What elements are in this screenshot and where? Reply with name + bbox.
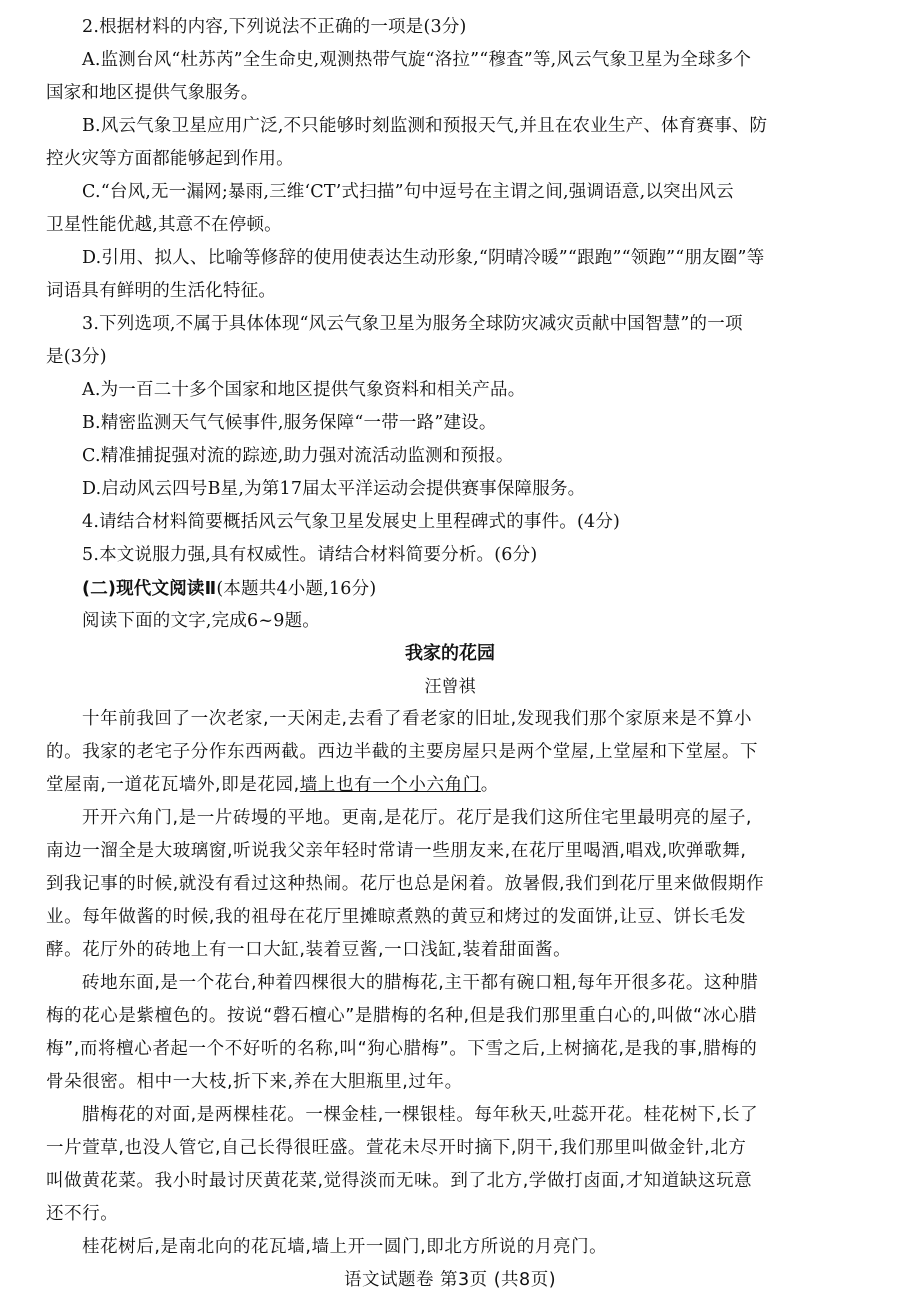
essay-p2-line5: 酵。花厅外的砖地上有一口大缸,装着豆酱,一口浅缸,装着甜面酱。	[46, 940, 572, 960]
essay-p3-line3: 梅”,而将檀心者起一个不好听的名称,叫“狗心腊梅”。下雪之后,上树摘花,是我的事,腊梅的	[46, 1039, 758, 1059]
essay-title: 我家的花园	[405, 643, 495, 664]
q2-option-d-line1: D.引用、拟人、比喻等修辞的使用使表达生动形象,“阴晴冷暖”“跟跑”“领跑”“朋友圈”等	[82, 248, 765, 268]
essay-p1-line3-end: 。	[480, 775, 499, 795]
essay-p4-line4: 还不行。	[46, 1204, 119, 1224]
essay-p3-line4: 骨朵很密。相中一大枝,折下来,养在大胆瓶里,过年。	[46, 1072, 463, 1092]
underlined-phrase: 墙上也有一个小六角门	[299, 775, 481, 795]
essay-p3-line1: 砖地东面,是一个花台,种着四棵很大的腊梅花,主干都有碗口粗,每年开很多花。这种腊	[82, 973, 759, 993]
q2-option-b-line1: B.风云气象卫星应用广泛,不只能够时刻监测和预报天气,并且在农业生产、体育赛事、防	[82, 116, 768, 136]
section2-heading	[82, 572, 376, 605]
essay-p3-line2: 梅的花心是紫檀色的。按说“磬石檀心”是腊梅的名种,但是我们那里重白心的,叫做“冰心腊	[46, 1006, 758, 1026]
section2-title: (二)现代文阅读Ⅱ	[82, 579, 217, 599]
q3-option-a: A.为一百二十多个国家和地区提供气象资料和相关产品。	[82, 380, 526, 400]
essay-p1-line3	[46, 770, 499, 802]
page-footer: 语文试题卷 第3页 (共8页)	[343, 1270, 557, 1290]
section2-instruction: 阅读下面的文字,完成6~9题。	[82, 611, 320, 631]
q2-option-c-line1: C.“台风,无一漏网;暴雨,三维‘CT’式扫描”句中逗号在主谓之间,强调语意,以突出风云	[82, 182, 734, 202]
essay-author: 汪曾祺	[424, 677, 476, 697]
q3-stem-line1: 3.下列选项,不属于具体体现“风云气象卫星为服务全球防灾减灾贡献中国智慧”的一项	[82, 314, 743, 334]
essay-p2-line4: 业。每年做酱的时候,我的祖母在花厅里摊晾煮熟的黄豆和烤过的发面饼,让豆、饼长毛发	[46, 907, 747, 927]
q3-option-d: D.启动风云四号B星,为第17届太平洋运动会提供赛事保障服务。	[82, 479, 586, 499]
q2-option-c-line2: 卫星性能优越,其意不在停顿。	[46, 215, 282, 235]
q2-option-a-line1: A.监测台风“杜苏芮”全生命史,观测热带气旋“洛拉”“穆査”等,风云气象卫星为全球多个	[82, 50, 752, 70]
q3-option-b: B.精密监测天气气候事件,服务保障“一带一路”建设。	[82, 413, 497, 433]
q2-stem: 2.根据材料的内容,下列说法不正确的一项是(3分)	[82, 17, 467, 37]
q2-option-a-line2: 国家和地区提供气象服务。	[46, 83, 259, 103]
q3-stem-line2: 是(3分)	[46, 347, 107, 367]
essay-p4-line3: 叫做黄花菜。我小时最讨厌黄花菜,觉得淡而无味。到了北方,学做打卤面,才知道缺这玩意	[46, 1171, 753, 1191]
q3-option-c: C.精准捕捉强对流的踪迹,助力强对流活动监测和预报。	[82, 446, 514, 466]
q2-option-b-line2: 控火灾等方面都能够起到作用。	[46, 149, 294, 169]
q5-text: 5.本文说服力强,具有权威性。请结合材料简要分析。(6分)	[82, 545, 538, 565]
essay-p2-line3: 到我记事的时候,就没有看过这种热闹。花厅也总是闲着。放暑假,我们到花厅里来做假期作	[46, 874, 765, 894]
essay-p1-line2: 的。我家的老宅子分作东西两截。西边半截的主要房屋只是两个堂屋,上堂屋和下堂屋。下	[46, 742, 759, 762]
section2-note: (本题共4小题,16分)	[216, 579, 377, 599]
essay-p1-line3-start: 堂屋南,一道花瓦墙外,即是花园,	[46, 775, 300, 795]
q2-option-d-line2: 词语具有鲜明的生活化特征。	[46, 281, 277, 301]
essay-p5-line1: 桂花树后,是南北向的花瓦墙,墙上开一圆门,即北方所说的月亮门。	[82, 1237, 608, 1257]
q4-text: 4.请结合材料简要概括风云气象卫星发展史上里程碑式的事件。(4分)	[82, 512, 621, 532]
essay-p4-line1: 腊梅花的对面,是两棵桂花。一棵金桂,一棵银桂。每年秋天,吐蕊开花。桂花树下,长了	[82, 1105, 759, 1125]
essay-p4-line2: 一片萱草,也没人管它,自己长得很旺盛。萱花未尽开时摘下,阴干,我们那里叫做金针,北方	[46, 1138, 747, 1158]
essay-p2-line1: 开开六角门,是一片砖墁的平地。更南,是花厅。花厅是我们这所住宅里最明亮的屋子,	[82, 808, 753, 828]
essay-p1-line1: 十年前我回了一次老家,一天闲走,去看了看老家的旧址,发现我们那个家原来是不算小	[82, 709, 753, 729]
essay-p2-line2: 南边一溜全是大玻璃窗,听说我父亲年轻时常请一些朋友来,在花厅里喝酒,唱戏,吹弹歌舞,	[46, 841, 747, 861]
